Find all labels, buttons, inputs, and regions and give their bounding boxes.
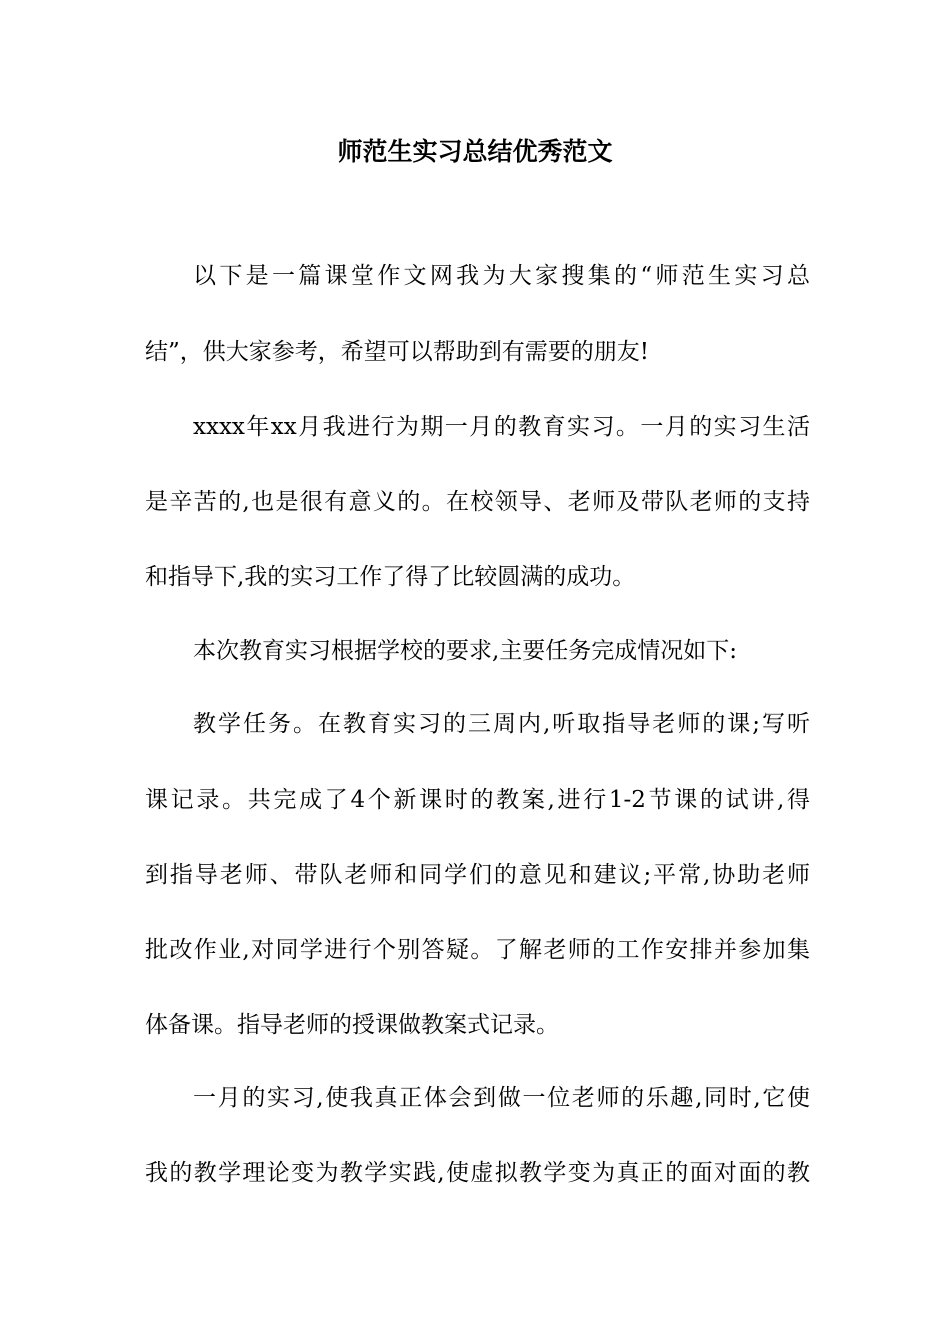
paragraph-line: 教学任务。在教育实习的三周内,听取指导老师的课;写听 [193,711,810,737]
paragraph-line: 是辛苦的,也是很有意义的。在校领导、老师及带队老师的支持 [145,489,810,515]
paragraph-line: 批改作业,对同学进行个别答疑。了解老师的工作安排并参加集 [145,937,810,963]
paragraph-line: 结”，供大家参考，希望可以帮助到有需要的朋友! [145,339,650,365]
paragraph-line: xxxx年xx月我进行为期一月的教育实习。一月的实习生活 [193,414,810,440]
paragraph-line: 体备课。指导老师的授课做教案式记录。 [145,1012,559,1038]
paragraph-line: 我的教学理论变为教学实践,使虚拟教学变为真正的面对面的教 [145,1160,810,1186]
paragraph-line: 和指导下,我的实习工作了得了比较圆满的成功。 [145,564,636,590]
paragraph-line: 以下是一篇课堂作文网我为大家搜集的“师范生实习总 [193,263,810,289]
paragraph-line: 本次教育实习根据学校的要求,主要任务完成情况如下: [193,638,738,664]
paragraph-line: 课记录。共完成了4个新课时的教案,进行1-2节课的试讲,得 [145,787,810,813]
document-title: 师范生实习总结优秀范文 [337,137,613,166]
paragraph-line: 到指导老师、带队老师和同学们的意见和建议;平常,协助老师 [145,862,810,888]
paragraph-line: 一月的实习,使我真正体会到做一位老师的乐趣,同时,它使 [193,1085,810,1111]
